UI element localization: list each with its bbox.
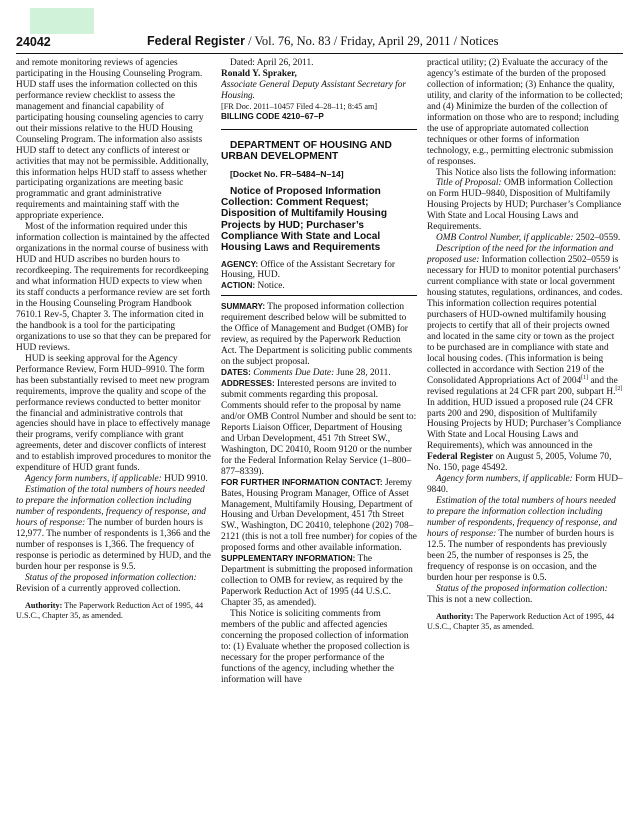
action-line [221, 281, 417, 292]
authority-text: The Paperwork Reduction Act of 1995, 44 U.S.C., Chapter 35, as amended. [16, 600, 204, 620]
fr-doc-line: [FR Doc. 2011–10457 Filed 4–28–11; 8:45 am] [221, 101, 378, 111]
paragraph [427, 178, 623, 233]
paragraph [427, 584, 623, 606]
paragraph [427, 474, 623, 496]
docket-number: [Docket No. FR–5484–N–14] [230, 168, 344, 179]
summary-text: The proposed information collection requirement described below will be submitted to the Office of Management and Budget (OMB) for review, as required by the Paperwork Reduction Act. The Department is soliciting public comments on the subject proposal. [221, 302, 413, 368]
dates-value: June 28, 2011. [336, 368, 391, 379]
agency-value: Office of the Assistant Secretary for Housing, HUD. [221, 259, 395, 281]
paragraph [16, 474, 212, 485]
summary-label: SUMMARY: [221, 302, 266, 312]
field-value: This is not a new collection. [427, 594, 533, 605]
contact-paragraph [221, 478, 417, 555]
field-label: Agency form numbers, if applicable: [436, 474, 573, 485]
paragraph [427, 244, 623, 474]
field-value: Revision of a currently approved collection. [16, 583, 181, 594]
paragraph: HUD is seeking approval for the Agency Performance Review, Form HUD–9910. The form has been substantially revised to meet new program requirements, improve the quality and scope of the performance reviews conducted to better monitor the financial and administrative controls that agencies should have in place to effectively manage their programs, verify compliance with grant agreements, deter and discover conflicts of interest and to establish improved procedures to monitor the expenditure of HUD grant funds. [16, 353, 211, 474]
dates-label: DATES: [221, 368, 251, 378]
publication-name: Federal Register [147, 34, 245, 48]
federal-register-ref: Federal Register [427, 452, 494, 463]
dates-italic: Comments Due Date: [253, 368, 335, 379]
column-2 [221, 58, 417, 823]
field-value: The number of burden hours is 12,977. The number of respondents is 1,366 and the number of responses is 1,366. The frequency of response is periodic as determined by HUD, and the burden hour per response is 9.5. [16, 518, 211, 572]
action-label: ACTION: [221, 281, 256, 291]
paragraph: practical utility; (2) Evaluate the accuracy of the agency’s estimate of the burden of the proposed collection of information; (3) Enhance the quality, utility, and clarity of the information to be collected; and (4) Minimize the burden of the collection of information on those who are to respond; including the use of appropriate automated collection techniques or other forms of information technology, e.g., permitting electronic submission of responses. [427, 58, 623, 167]
column-3 [427, 58, 623, 823]
field-label: Status of the proposed information collection: [436, 583, 608, 594]
footnote-ref[interactable]: [1] [581, 374, 589, 381]
field-label: Estimation of the total numbers of hours needed to prepare the information collection including number of respondents, frequency of response, and hours of response: [427, 496, 617, 539]
addresses-label: ADDRESSES: [221, 379, 275, 389]
contact-text: Jeremy Bates, Housing Program Manager, Office of Asset Management, Multifamily Housing, Department of Housing and Urban Development, 451 7th Street SW., Washington, DC 20410, telephone (202) 708–2121 (this is not a toll free number) for copies of the proposed forms and other available information. [221, 477, 417, 554]
addresses-paragraph [221, 379, 417, 478]
page-header [16, 33, 623, 53]
department-heading: DEPARTMENT OF HOUSING AND URBAN DEVELOPMENT [221, 139, 392, 163]
authority-note [16, 601, 212, 621]
addresses-text: Interested persons are invited to submit comments regarding this proposal. Comments should refer to the proposal by name and/or OMB Control Number and should be sent to: Reports Liaison Officer, Department of Housing and Urban Development, 451 7th Street SW., Washington, DC 20410, Room 9120 or the number for the Federal Information Relay Service (1–800–877–8339). [221, 379, 417, 477]
signer-title [221, 80, 417, 102]
field-value: Information collection 2502–0559 is necessary for HUD to monitor potential purchasers’ current compliance with state or local government housing statutes, regulations, ordinances, and codes. This information collection requires potential purchasers of HUD-owned multifamily housing projects to certify that all of their projects owned and located in the same city or town as the project to be purchased are in compliance with state and local housing codes. (This information is being collected in accordance with Section 219 of the Consolidated Appropriations Act of 2004 [427, 255, 623, 386]
issue-info: / Vol. 76, No. 83 / Friday, April 29, 2011 / Notices [244, 34, 499, 48]
field-label: OMB Control Number, if applicable: [436, 233, 574, 244]
running-title [147, 34, 498, 49]
field-value: The number of burden hours is 12.5. The number of respondents has previously been 25, the number of responses is 25, the frequency of response is on occasion, and the burden hour per response is 0.5. [427, 528, 614, 583]
authority-text: The Paperwork Reduction Act of 1995, 44 U.S.C., Chapter 35, as amended. [427, 611, 615, 631]
authority-label: Authority: [25, 600, 63, 610]
dates-paragraph [221, 368, 417, 379]
paragraph: Most of the information required under this information collection is maintained by the affected organizations in the normal course of business with HUD and HUD ascribes no burden hours to recordkeeping. The requirements for recordkeeping and what information HUD expects to view when its staff conducts a performance review are set forth in the Housing Counseling Program Handbook 7610.1 Rev-5, Chapter 3. The information cited in the handbook is a tool for the participating organizations to use so that they can be prepared for HUD reviews. [16, 222, 211, 353]
contact-label: FOR FURTHER INFORMATION CONTACT: [221, 477, 383, 487]
footnote-ref[interactable]: [2] [615, 385, 623, 392]
paragraph [427, 496, 623, 584]
notice-title: Notice of Proposed Information Collection: Comment Request; Disposition of Multifamily Housing Projects by HUD; Purchaser’s Compliance With State and Local Housing Laws and Requirements [221, 185, 387, 254]
field-label: Agency form numbers, if applicable: [25, 474, 162, 485]
field-label: Description of the need for the information and proposed use: [427, 244, 614, 266]
field-value: HUD 9910. [164, 474, 208, 485]
column-1 [16, 58, 212, 823]
paragraph [16, 573, 212, 595]
section-divider [221, 295, 417, 296]
paragraph [16, 485, 212, 573]
page-number: 24042 [16, 35, 51, 49]
supplementary-label: SUPPLEMENTARY INFORMATION: [221, 554, 356, 564]
paragraph [427, 233, 623, 244]
agency-label: AGENCY: [221, 259, 259, 269]
section-divider [221, 129, 417, 130]
agency-line [221, 260, 417, 282]
field-label: Title of Proposal: [436, 178, 502, 189]
field-value: on August 5, 2005, Volume 70, No. 150, page 45492. [427, 452, 612, 474]
authority-label: Authority: [436, 611, 474, 621]
field-value: In addition, HUD issued a proposed rule (24 CFR parts 200 and 290, disposition of Multifamily Housing Projects by HUD; Purchaser’s Compliance With State and Local Housing Laws and Requirements), which was announced in the [427, 397, 622, 452]
field-value: and the revised regulations at 24 CFR part 200, subpart H. [427, 375, 618, 397]
paragraph: This Notice is soliciting comments from members of the public and affected agencies concerning the proposed collection of information to: (1) Evaluate whether the proposed collection is necessary for the proper performance of the functions of the agency, including whether the information will have [221, 609, 410, 685]
field-value: Form HUD–9840. [427, 474, 623, 496]
highlight-marker [30, 8, 94, 34]
dated-line: Dated: April 26, 2011. [230, 58, 314, 68]
field-value: OMB information Collection on Form HUD–9840, Disposition of Multifamily Housing Projects by HUD; Purchaser’s Compliance With State and Local Housing Laws and Requirements. [427, 178, 622, 233]
header-rule [16, 53, 623, 54]
authority-note [427, 612, 623, 632]
summary-paragraph [221, 302, 417, 368]
paragraph: and remote monitoring reviews of agencies participating in the Housing Counseling Program. HUD staff uses the information collected on this performance review checklist to assess the management and financial capability of participating housing counseling agencies to carry out their missions relative to the HUD Housing Counseling Program. The information also assists HUD staff to detect any conflicts of interest or activities that may not be permissible. Additionally, this information helps HUD staff to assess whether participating organizations are meeting basic programmatic and grant administrative requirements and maintaining staff with the appropriate experience. [16, 58, 209, 222]
action-value: Notice. [257, 281, 285, 292]
signer-name: Ronald Y. Spraker, [221, 68, 297, 79]
supplementary-text: The Department is submitting the proposed information collection to OMB for review, as required by the Paperwork Reduction Act of 1995 (44 U.S.C. Chapter 35, as amended). [221, 554, 413, 609]
paragraph: This Notice also lists the following information: [436, 167, 617, 178]
field-value: 2502–0559. [575, 233, 621, 244]
signer-title-text: Associate General Deputy Assistant Secretary for Housing. [221, 79, 407, 101]
field-label: Estimation of the total numbers of hours needed to prepare the information collection including number of respondents, frequency of response, and hours of response: [16, 485, 206, 529]
supplementary-paragraph [221, 554, 417, 609]
billing-code: BILLING CODE 4210–67–P [221, 111, 324, 121]
field-label: Status of the proposed information collection: [25, 572, 197, 583]
